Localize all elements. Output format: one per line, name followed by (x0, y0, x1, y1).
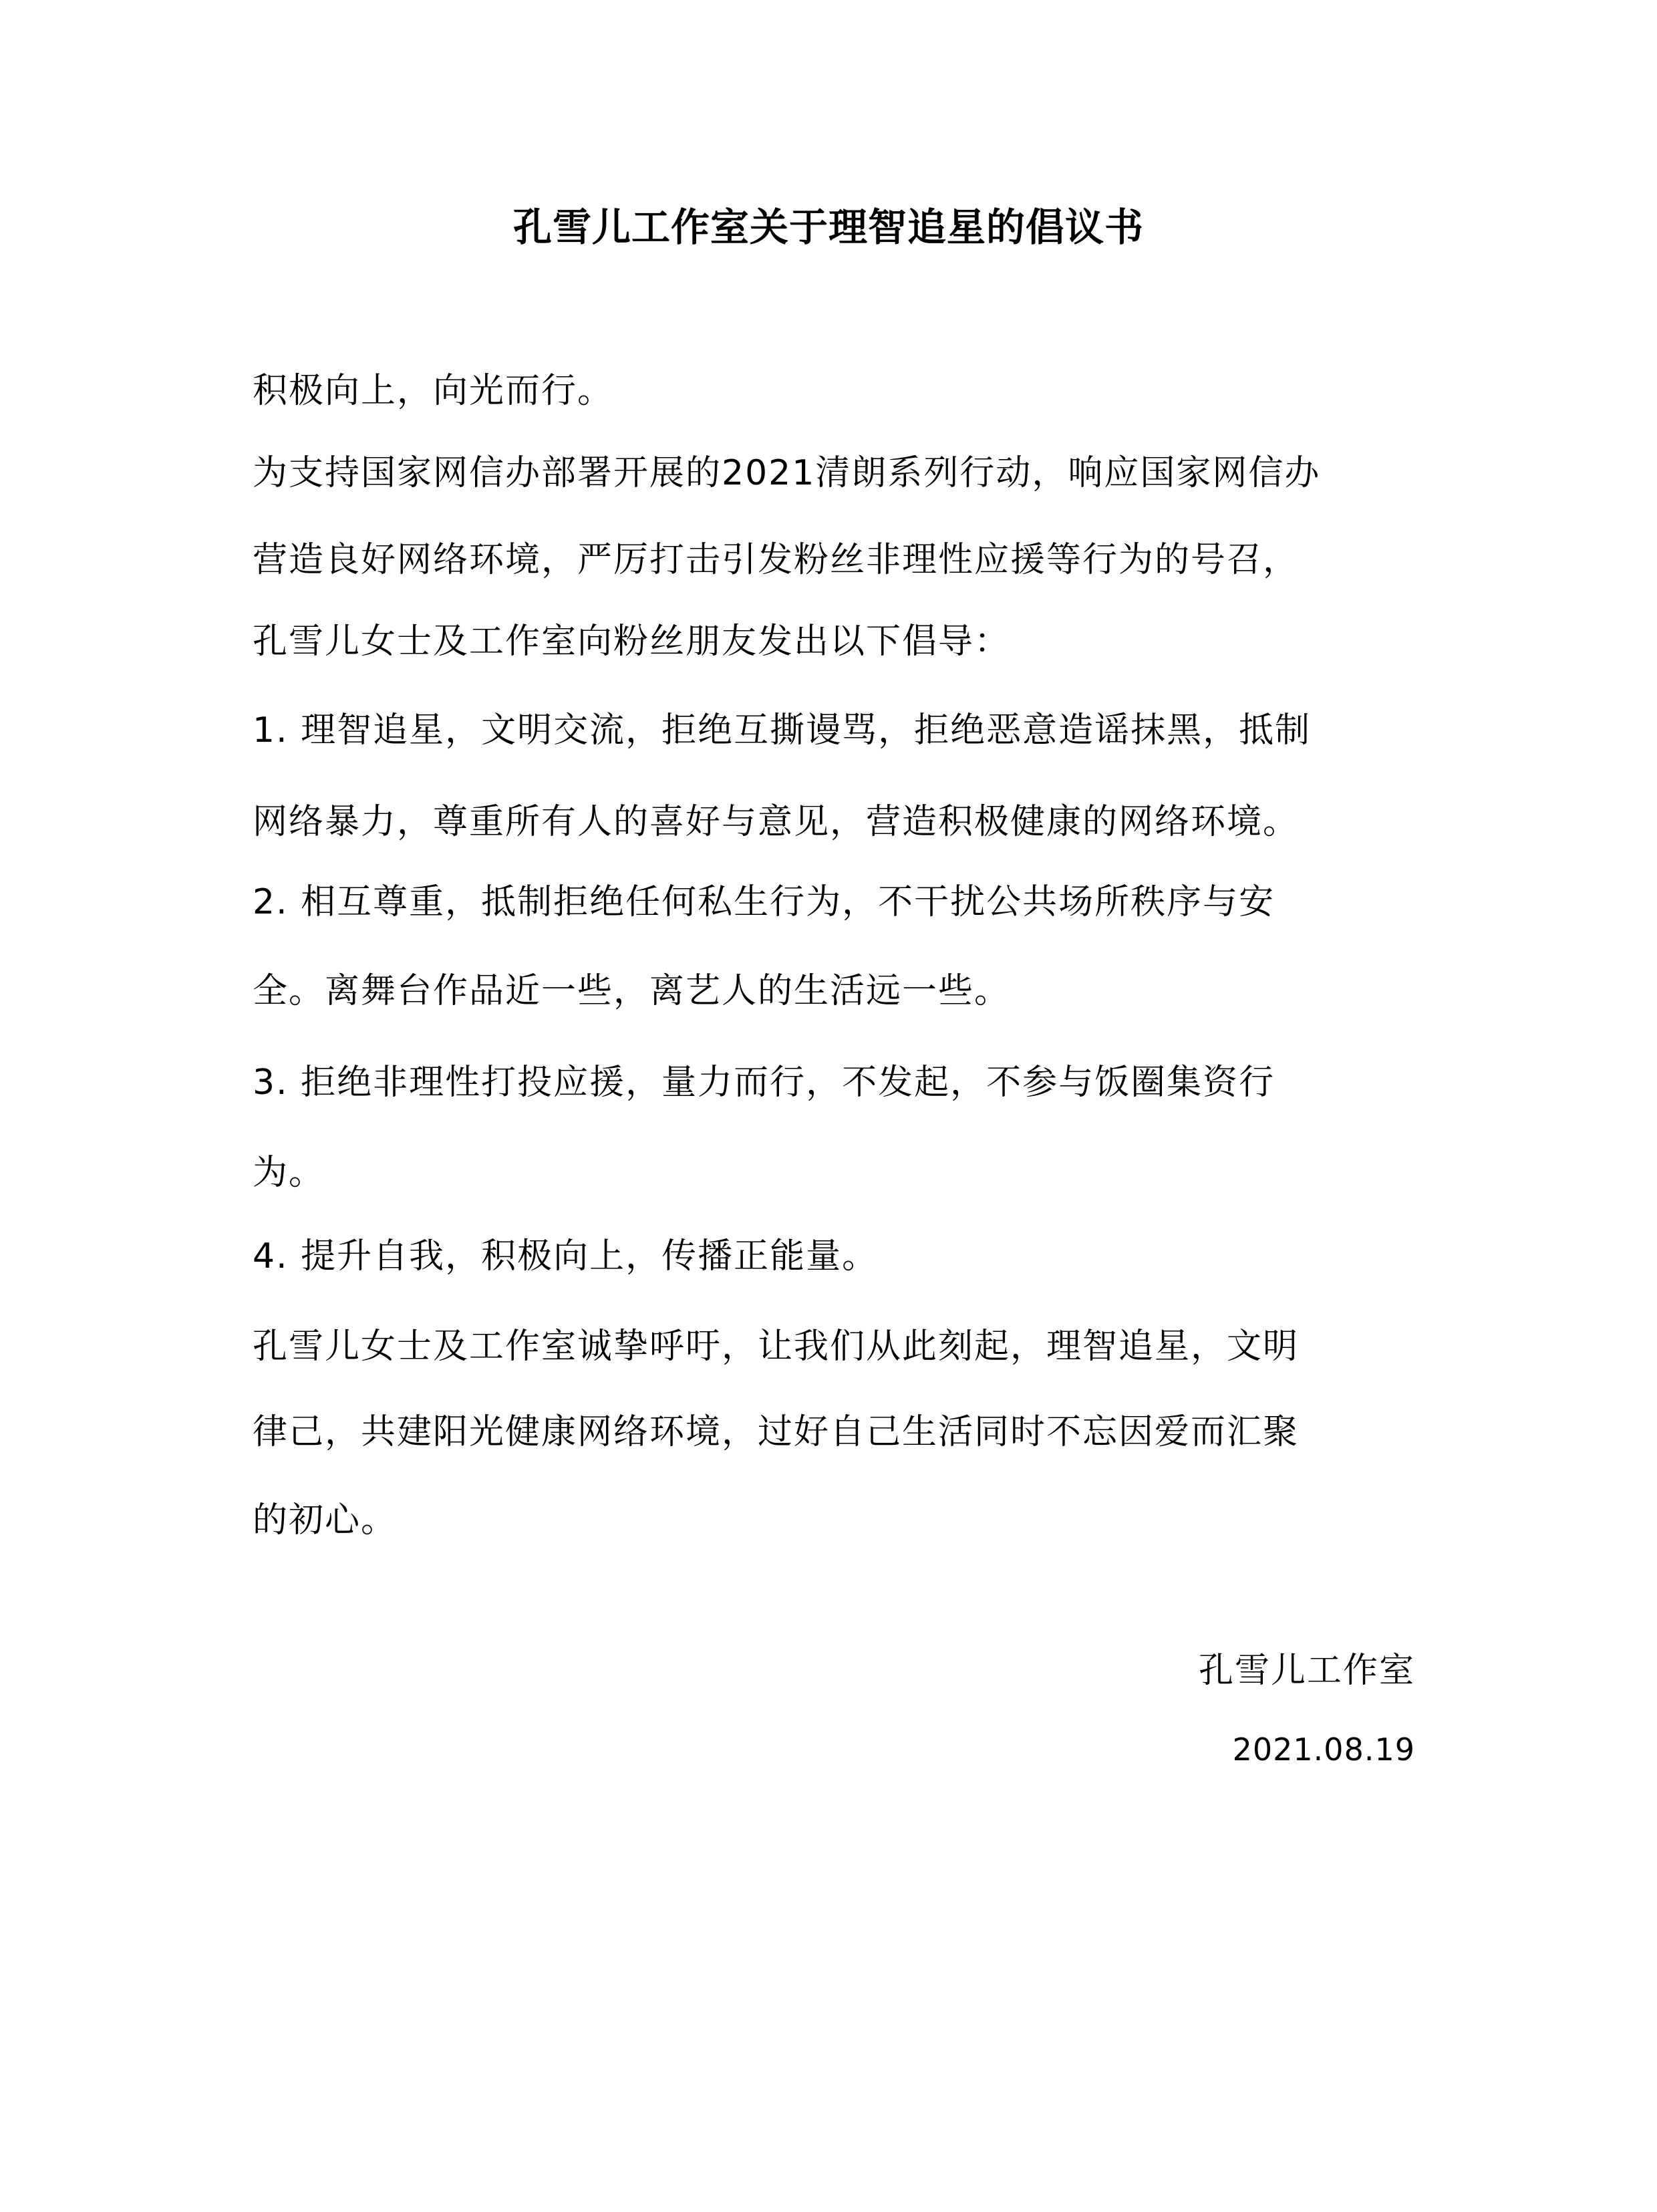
paragraph-line: 的初心。 (253, 1500, 398, 1540)
paragraph-line: 孔雪儿女士及工作室诚挚呼吁，让我们从此刻起，理智追星，文明 (253, 1327, 1300, 1367)
paragraph-line: 积极向上，向光而行。 (253, 371, 614, 411)
list-item-2-line: 2. 相互尊重，抵制拒绝任何私生行为，不干扰公共场所秩序与安 (253, 882, 1275, 922)
paragraph-line: 营造良好网络环境，严厉打击引发粉丝非理性应援等行为的号召， (253, 540, 1300, 580)
list-item-1-line: 1. 理智追星，文明交流，拒绝互撕谩骂，拒绝恶意造谣抹黑，抵制 (253, 710, 1312, 750)
signature: 孔雪儿工作室 (1198, 1651, 1415, 1691)
list-item-3-line: 3. 拒绝非理性打投应援，量力而行，不发起，不参与饭圈集资行 (253, 1063, 1275, 1103)
paragraph-line: 律己，共建阳光健康网络环境，过好自己生活同时不忘因爱而汇聚 (253, 1412, 1300, 1452)
page-title: 孔雪儿工作室关于理智追星的倡议书 (512, 204, 1144, 250)
paragraph-line: 孔雪儿女士及工作室向粉丝朋友发出以下倡导： (253, 621, 1011, 662)
list-item-1-line: 网络暴力，尊重所有人的喜好与意见，营造积极健康的网络环境。 (253, 802, 1300, 842)
list-item-3-line: 为。 (253, 1153, 325, 1193)
list-item-2-line: 全。离舞台作品近一些，离艺人的生活远一些。 (253, 971, 1011, 1011)
paragraph-line: 为支持国家网信办部署开展的2021清朗系列行动，响应国家网信办 (253, 453, 1321, 493)
date: 2021.08.19 (1232, 1732, 1415, 1768)
list-item-4-line: 4. 提升自我，积极向上，传播正能量。 (253, 1236, 879, 1276)
